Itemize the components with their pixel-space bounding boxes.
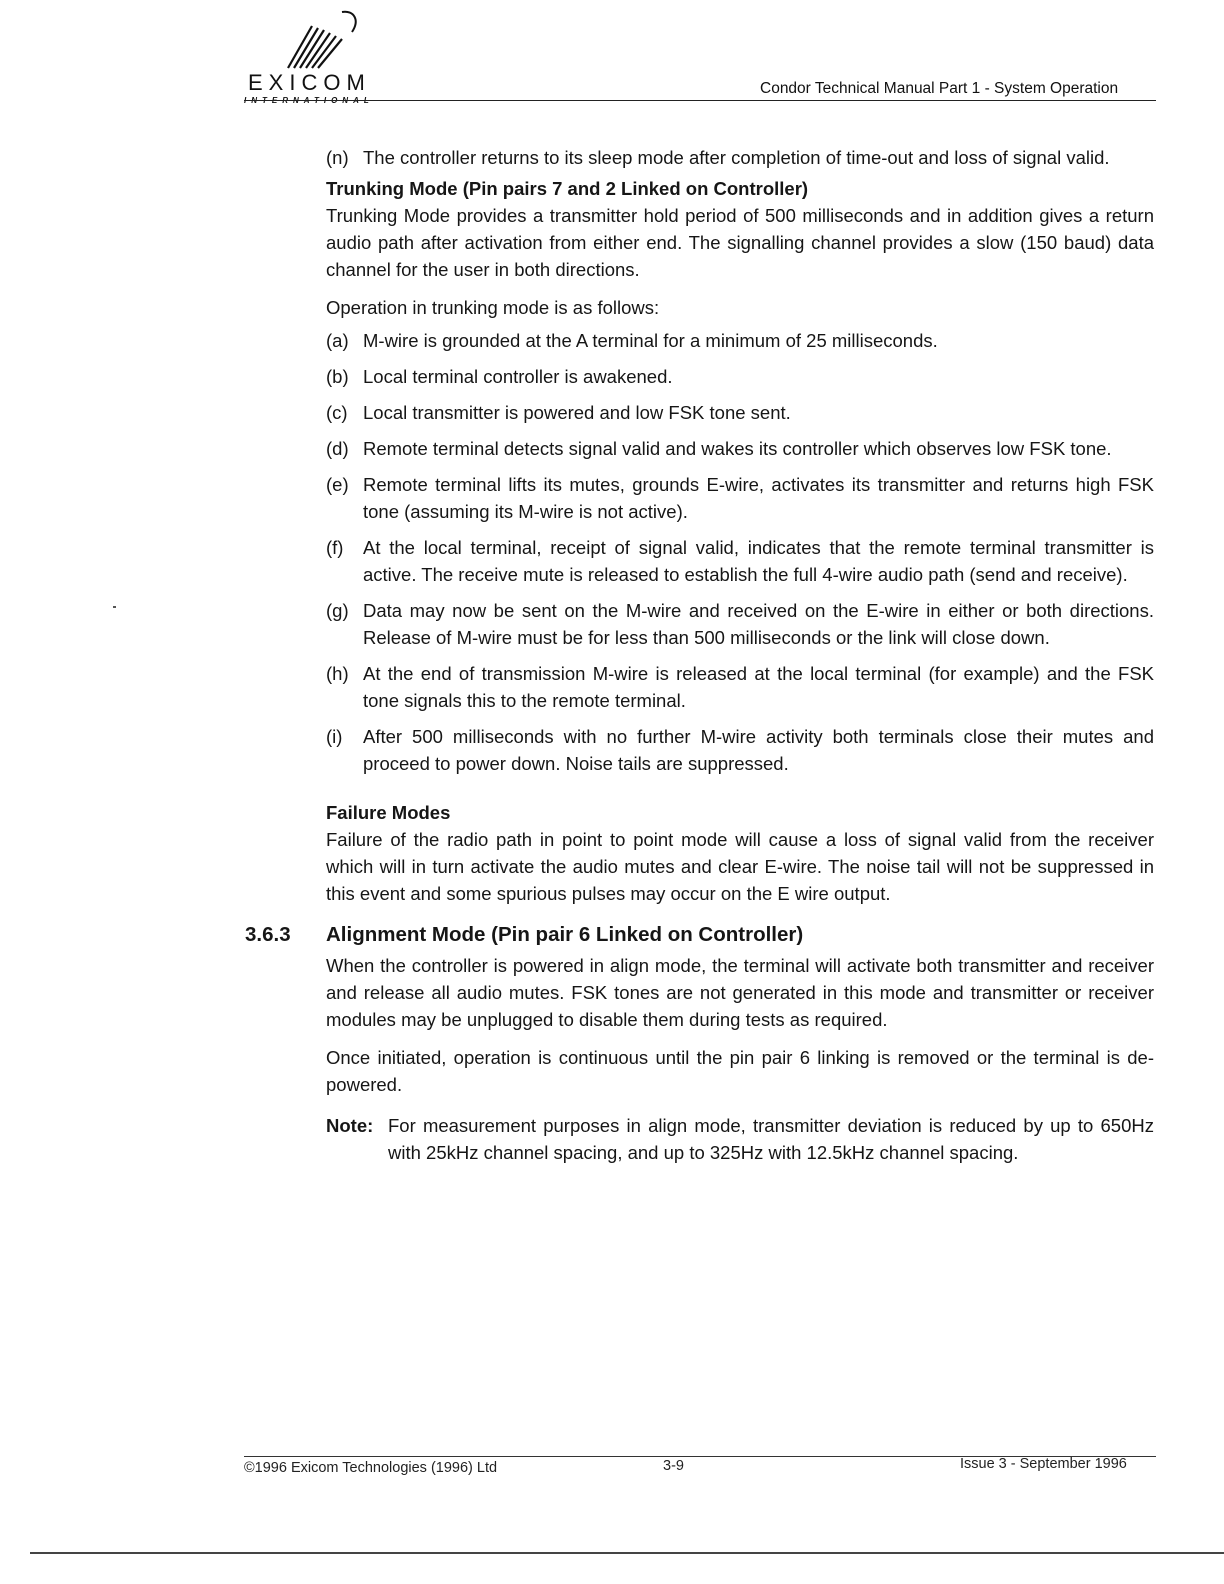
list-item-label: (h) bbox=[326, 663, 349, 684]
list-item-label: (g) bbox=[326, 600, 349, 621]
list-item-label: (f) bbox=[326, 537, 344, 558]
list-item bbox=[326, 327, 1154, 354]
list-item-label: (d) bbox=[326, 438, 349, 459]
note-text: For measurement purposes in align mode, transmitter deviation is reduced by up to 650Hz with 25kHz channel spacing, and up to 325Hz with 12.5kHz channel spacing. bbox=[388, 1115, 1154, 1163]
alignment-mode-para-2: Once initiated, operation is continuous until the pin pair 6 linking is removed or the terminal is de-powered. bbox=[326, 1047, 1154, 1095]
list-item bbox=[326, 435, 1154, 462]
list-item-text: Local transmitter is powered and low FSK tone sent. bbox=[363, 402, 791, 423]
section-title: Alignment Mode (Pin pair 6 Linked on Controller) bbox=[326, 923, 804, 946]
list-item-text: After 500 milliseconds with no further M-wire activity both terminals close their mutes and proceed to power down. Noise tails are suppressed. bbox=[363, 726, 1154, 774]
document-title: Condor Technical Manual Part 1 - System Operation bbox=[760, 80, 1119, 97]
list-item-label: (e) bbox=[326, 474, 349, 495]
list-item-text: M-wire is grounded at the A terminal for a minimum of 25 milliseconds. bbox=[363, 330, 938, 351]
logo-wordmark: EXICOM bbox=[248, 70, 371, 95]
section-heading bbox=[245, 921, 1154, 948]
list-item-text: Data may now be sent on the M-wire and received on the E-wire in either or both directions. Release of M-wire must be for less than 500 milliseconds or the link will close down. bbox=[363, 600, 1154, 648]
trunking-mode-intro: Trunking Mode provides a transmitter hold period of 500 milliseconds and in addition gives a return audio path after activation from either end. The signalling channel provides a slow (150 baud) data channel for the user in both directions. bbox=[326, 205, 1154, 280]
list-item-text: Local terminal controller is awakened. bbox=[363, 366, 673, 387]
alignment-mode-para-1: When the controller is powered in align mode, the terminal will activate both transmitter and receiver and release all audio mutes. FSK tones are not generated in this mode and transmitter or receiver modules may be unplugged to disable them during tests as required. bbox=[326, 955, 1154, 1030]
list-item-label: (b) bbox=[326, 366, 349, 387]
measurement-note bbox=[326, 1112, 1154, 1166]
list-item bbox=[326, 534, 1154, 588]
page-content bbox=[245, 144, 1154, 1166]
exicom-logo bbox=[244, 8, 404, 104]
exicom-logo-mark-icon bbox=[284, 8, 374, 70]
logo-subtitle: INTERNATIONAL bbox=[244, 96, 374, 105]
list-item bbox=[326, 471, 1154, 525]
trunking-mode-heading: Trunking Mode (Pin pairs 7 and 2 Linked on Controller) bbox=[326, 178, 809, 199]
failure-modes-text: Failure of the radio path in point to point mode will cause a loss of signal valid from the receiver which will in turn activate the audio mutes and clear E-wire. The noise tail will not be suppressed in this event and some spurious pulses may occur on the E wire output. bbox=[326, 829, 1154, 904]
trunking-mode-lead: Operation in trunking mode is as follows: bbox=[326, 297, 660, 318]
footer-page-number: 3-9 bbox=[663, 1458, 684, 1474]
list-item-text: The controller returns to its sleep mode after completion of time-out and loss of signal valid. bbox=[363, 147, 1110, 168]
list-item-text: Remote terminal detects signal valid and wakes its controller which observes low FSK tone. bbox=[363, 438, 1112, 459]
list-item-label: (i) bbox=[326, 726, 343, 747]
header-divider bbox=[244, 100, 1156, 101]
section-number: 3.6.3 bbox=[245, 923, 291, 946]
list-item-label: (n) bbox=[326, 147, 349, 168]
list-item-text: At the end of transmission M-wire is released at the local terminal (for example) and the FSK tone signals this to the remote terminal. bbox=[363, 663, 1154, 711]
list-item bbox=[326, 597, 1154, 651]
list-item bbox=[326, 660, 1154, 714]
list-item-text: At the local terminal, receipt of signal valid, indicates that the remote terminal transmitter is active. The receive mute is released to establish the full 4-wire audio path (send and receive). bbox=[363, 537, 1154, 585]
list-item-label: (a) bbox=[326, 330, 349, 351]
footer-issue: Issue 3 - September 1996 bbox=[960, 1456, 1127, 1472]
list-item bbox=[326, 399, 1154, 426]
trunking-steps-list bbox=[326, 327, 1154, 777]
list-item bbox=[326, 363, 1154, 390]
failure-modes-heading: Failure Modes bbox=[326, 802, 451, 823]
scan-edge-line bbox=[30, 1552, 1224, 1554]
list-item-text: Remote terminal lifts its mutes, grounds E-wire, activates its transmitter and returns high FSK tone (assuming its M-wire is not active). bbox=[363, 474, 1154, 522]
footer-copyright: ©1996 Exicom Technologies (1996) Ltd bbox=[244, 1460, 498, 1476]
note-label: Note: bbox=[326, 1115, 374, 1136]
list-item-n bbox=[326, 144, 1154, 171]
list-item-label: (c) bbox=[326, 402, 348, 423]
scan-artifact bbox=[113, 606, 116, 608]
list-item bbox=[326, 723, 1154, 777]
